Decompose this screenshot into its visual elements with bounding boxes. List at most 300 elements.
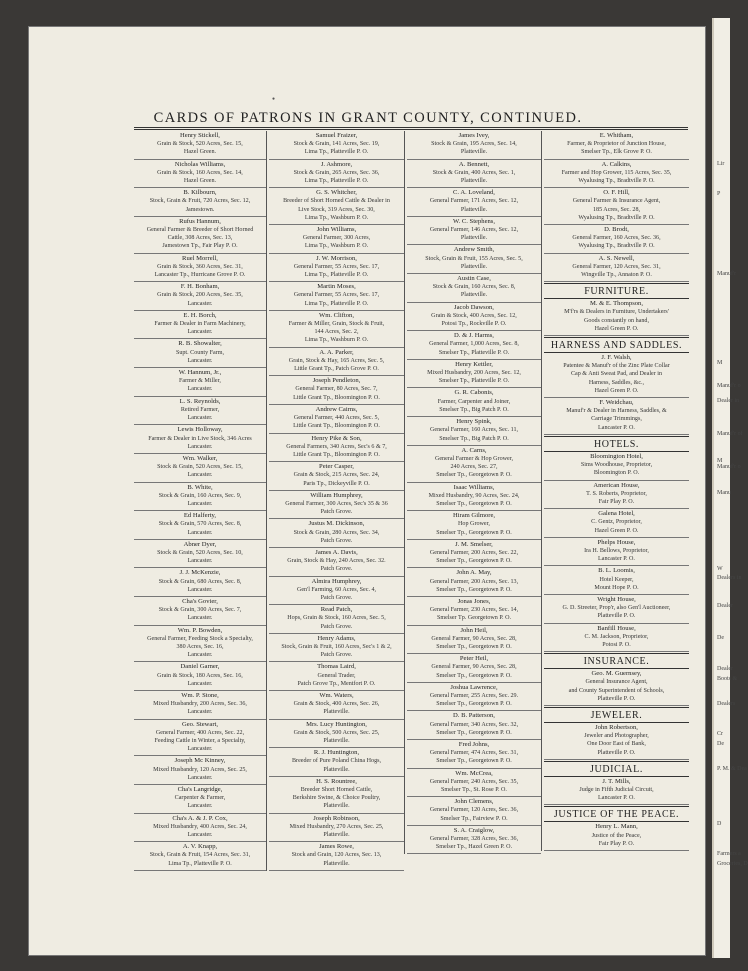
patron-detail-line: Wyalusing Tp., Bradtville P. O.: [578, 243, 655, 250]
patron-detail-line: Patentee & Manuf'r of the Zinc Plate Collar: [563, 363, 670, 370]
patron-detail-line: General Farmer, 200 Acres, Sec. 13,: [429, 578, 519, 585]
patron-detail-line: Smelser Tp., St. Rose P. O.: [441, 787, 507, 794]
patron-detail-line: G. D. Streeter, Prop'r, also Gen'l Auctioneer,: [562, 605, 671, 612]
patron-name: William Humphrey,: [310, 491, 363, 499]
patron-detail-line: Stock & Grain, 195 Acres, Sec. 14,: [431, 141, 517, 148]
patron-card: [407, 360, 541, 389]
patron-name: Nicholas Williams,: [174, 160, 226, 168]
patron-card: [134, 814, 266, 843]
patron-detail-line: Smelser Tp., Georgetown P. O.: [436, 729, 512, 736]
patron-detail-line: Lima Tp., Platteville P. O.: [304, 272, 369, 279]
patron-detail-line: Little Grant Tp., Bloomington P. O.: [293, 423, 380, 430]
patron-detail-line: Smelser Tp., Fairview P. O.: [440, 815, 508, 822]
patron-card: [134, 160, 266, 189]
patron-detail-line: Manuf'r & Dealer in Harness, Saddles, &: [566, 408, 667, 415]
patron-card: [269, 491, 404, 520]
patron-detail-line: Hazel Green.: [183, 149, 217, 156]
patron-detail-line: Grain, Stock & Hay, 240 Acres, Sec. 32.: [287, 558, 386, 565]
patron-name: D. Brodt,: [604, 226, 629, 234]
patron-card: [407, 446, 541, 483]
patron-card: [269, 691, 404, 720]
patron-detail-line: General Farmer, 171 Acres, Sec. 12,: [429, 198, 519, 205]
patron-card: [269, 548, 404, 577]
patron-detail-line: Stock & Grain, 160 Acres, Sec. 9,: [158, 492, 242, 499]
patron-detail-line: Wyalusing Tp., Bradtville P. O.: [578, 178, 655, 185]
section-heading: HOTELS.: [544, 436, 689, 452]
patron-detail-line: Potosi P. O.: [602, 641, 631, 648]
patron-detail-line: Grain & Stock, 520 Acres, Sec. 15,: [157, 141, 243, 148]
column-3: [404, 131, 541, 854]
patron-card: [407, 160, 541, 189]
patron-name: Henry Spink,: [456, 418, 492, 426]
patron-name: Bloomington Hotel,: [590, 452, 643, 460]
patron-card: [407, 826, 541, 855]
patron-detail-line: Grain & Stock, 400 Acres, Sec. 26,: [293, 701, 380, 708]
patron-card: [269, 434, 404, 463]
patron-detail-line: Stock & Grain, 400 Acres, Sec. 1,: [432, 169, 516, 176]
patron-card: [269, 720, 404, 749]
adjacent-page-text: Dealers: [717, 701, 736, 707]
patron-detail-line: Breeder of Pure Poland China Hogs,: [291, 758, 382, 765]
patron-detail-line: Berkshire Swine, & Choice Poultry,: [292, 795, 381, 802]
patron-card: [269, 348, 404, 377]
patron-detail-line: Mixed Husbandry, 400 Acres, Sec. 24,: [153, 823, 247, 830]
patron-detail-line: Supt. County Farm,: [175, 349, 225, 356]
patron-detail-line: Lancaster.: [187, 586, 213, 593]
patron-card: [134, 842, 266, 871]
patron-name: B. Kilbourn,: [183, 189, 217, 197]
patron-name: Wm. Clifton,: [319, 311, 354, 319]
patron-name: Joseph Robinson,: [313, 814, 360, 822]
patron-name: H. S. Rountree,: [316, 777, 357, 785]
patron-detail-line: Stock, Grain & Fruit, 154 Acres, Sec. 31,: [149, 852, 251, 859]
patron-detail-line: Stock & Grain, 300 Acres, Sec. 7,: [158, 607, 242, 614]
patron-detail-line: Lancaster P. O.: [598, 424, 635, 431]
patron-detail-line: Lancaster.: [187, 386, 213, 393]
patron-detail-line: General Farmer & Breeder of Short Horned: [146, 227, 254, 234]
patron-name: G. R. Cabonis,: [454, 389, 494, 397]
patron-detail-line: Gen'l Farming, 60 Acres, Sec. 4,: [296, 586, 377, 593]
patron-detail-line: Lancaster.: [187, 529, 213, 536]
patron-card: [544, 131, 689, 160]
page-ornament: ●: [272, 97, 276, 102]
patron-card: [407, 483, 541, 512]
patron-detail-line: Potosi Tp., Rockville P. O.: [441, 321, 507, 328]
patron-name: Martin Moses,: [317, 283, 356, 291]
patron-detail-line: General Farmer, 90 Acres, Sec. 28,: [431, 635, 517, 642]
patron-detail-line: Wingville Tp., Annaton P. O.: [581, 272, 652, 279]
patron-detail-line: C. Gentz, Proprietor,: [591, 519, 642, 526]
patron-detail-line: Lancaster Tp., Hurricane Grove P. O.: [154, 272, 246, 279]
patron-name: Galena Hotel,: [598, 510, 635, 518]
patron-card: [134, 311, 266, 340]
patron-detail-line: Wyalusing Tp., Bradtville P. O.: [578, 214, 655, 221]
patron-card: [134, 720, 266, 757]
patron-name: Henry Pike & Son,: [311, 434, 362, 442]
patron-card: [407, 626, 541, 655]
patron-card: [269, 376, 404, 405]
patron-detail-line: Harness, Saddles, &c.,: [588, 379, 645, 386]
patron-detail-line: Mixed Husbandry, 200 Acres, Sec. 12,: [427, 370, 521, 377]
patron-detail-line: Platteville.: [460, 292, 488, 299]
patron-card: [134, 254, 266, 283]
patron-card: [269, 131, 404, 160]
patron-detail-line: Grain & Stock, 215 Acres, Sec. 24,: [293, 472, 380, 479]
patron-name: Read Patch,: [320, 606, 353, 614]
patron-card: [407, 683, 541, 712]
patron-card: [269, 160, 404, 189]
patron-detail-line: 240 Acres, Sec. 27,: [450, 464, 498, 471]
patron-name: J. M. Smelser,: [455, 540, 493, 548]
patron-card: [269, 777, 404, 814]
patron-detail-line: Jeweler and Photographer,: [584, 733, 649, 740]
patron-detail-line: T. S. Roberts, Proprietor,: [586, 490, 647, 497]
patron-detail-line: Smelser Tp., Georgetown P. O.: [436, 643, 512, 650]
patron-card: [544, 566, 689, 595]
patron-detail-line: Little Grant Tp., Patch Grove P. O.: [294, 366, 379, 373]
patron-detail-line: Farmer, & Proprietor of Junction House,: [567, 141, 666, 148]
patron-card: [407, 131, 541, 160]
adjacent-page-text: Manu: [717, 490, 731, 496]
patron-card: [407, 597, 541, 626]
patron-name: Jonas Jones,: [457, 597, 491, 605]
patron-name: Henry Kettler,: [455, 360, 493, 368]
patron-detail-line: Lancaster.: [187, 329, 213, 336]
patron-name: Cha's Langridge,: [177, 786, 223, 794]
patron-name: John Clemens,: [454, 798, 494, 806]
patron-detail-line: and County Superintendent of Schools,: [568, 687, 665, 694]
patron-card: [269, 662, 404, 691]
patron-name: James Ivey,: [458, 132, 490, 139]
patron-detail-line: Farmer & Dealer in Farm Machinery,: [154, 321, 246, 328]
adjacent-page-text: Groceries, D: [717, 861, 748, 867]
patron-name: Lewis Holloway,: [177, 426, 223, 434]
section-heading: HARNESS AND SADDLES.: [544, 337, 689, 353]
patron-name: M. & E. Thompson,: [590, 300, 643, 308]
patron-name: A. S. Newell,: [598, 254, 635, 262]
patron-name: Daniel Garner,: [180, 663, 220, 671]
patron-detail-line: Smelser Tp., Platteville P. O.: [438, 349, 510, 356]
patron-detail-line: General Farmer, 80 Acres, Sec. 7,: [295, 386, 378, 393]
patron-name: Wm. P. Stone,: [181, 691, 219, 699]
patron-card: [269, 188, 404, 225]
patron-detail-line: Lima Tp., Platteville P. O.: [168, 860, 232, 867]
patron-detail-line: Fair Play P. O.: [598, 840, 635, 847]
patron-detail-line: Patch Grove.: [320, 566, 353, 573]
patron-card: [134, 217, 266, 254]
patron-detail-line: Patch Grove.: [320, 537, 353, 544]
patron-detail-line: General Farmer, 400 Acres, Sec. 22,: [155, 729, 245, 736]
patron-card: [269, 225, 404, 254]
patron-name: Geo. M. Guernsey,: [591, 670, 642, 678]
patron-card: [544, 669, 689, 706]
patron-name: Abner Dyer,: [183, 540, 217, 548]
patron-card: [269, 254, 404, 283]
patron-card: [134, 425, 266, 454]
patron-detail-line: Stock & Grain, 141 Acres, Sec. 19,: [293, 141, 380, 148]
patron-name: Henry Stickell,: [180, 132, 220, 139]
header-rule: [134, 127, 688, 130]
patron-detail-line: General Farmer, 55 Acres, Sec. 17,: [293, 292, 380, 299]
patron-name: F. Weidchau,: [599, 399, 634, 407]
patron-detail-line: Smelser Tp., Georgetown P. O.: [436, 758, 512, 765]
section-heading: FURNITURE.: [544, 283, 689, 299]
patron-detail-line: Stock & Grain, 160 Acres, Sec. 8,: [432, 284, 516, 291]
adjacent-page-text: De: [717, 741, 724, 747]
patron-detail-line: Lancaster.: [187, 300, 213, 307]
patron-detail-line: Lima Tp., Washburn P. O.: [304, 337, 369, 344]
patron-detail-line: Hazel Green P. O.: [594, 387, 639, 394]
patron-detail-line: Patch Grove.: [320, 594, 353, 601]
adjacent-page-text: Cr: [717, 731, 723, 737]
patron-detail-line: Lancaster.: [187, 803, 213, 810]
patron-name: Almira Humphrey,: [311, 577, 362, 585]
patron-name: Joseph Pendleton,: [312, 377, 361, 385]
patron-detail-line: Stock & Grain, 265 Acres, Sec. 36,: [293, 169, 380, 176]
patron-detail-line: Smelser Tp., Georgetown P. O.: [436, 500, 512, 507]
patron-name: Joshua Lawrence,: [450, 683, 498, 691]
adjacent-page-text: Manuf'r of: [717, 431, 743, 437]
patron-detail-line: Lima Tp., Washburn P. O.: [304, 243, 369, 250]
patron-name: John Heil,: [460, 626, 488, 634]
patron-detail-line: General Farmer & Hop Grower,: [434, 455, 514, 462]
patron-name: C. A. Loveland,: [453, 189, 495, 197]
patron-name: Wm. Waters,: [319, 691, 354, 699]
adjacent-page-text: Farmers a: [717, 851, 741, 857]
patron-detail-line: Smelser Tp., Big Patch P. O.: [439, 406, 509, 413]
patron-detail-line: Mixed Husbandry, 270 Acres, Sec. 25,: [289, 823, 384, 830]
patron-detail-line: Lima Tp., Platteville P. O.: [304, 300, 369, 307]
adjacent-page-text: P: [717, 191, 721, 197]
patron-name: Wm. McCrea,: [455, 769, 493, 777]
adjacent-page-text: Boots &: [717, 676, 738, 682]
patron-card: [544, 723, 689, 760]
patron-detail-line: Goods constantly on hand,: [584, 317, 649, 324]
patron-card: [269, 634, 404, 663]
patron-detail-line: Hotel Keeper,: [599, 576, 634, 583]
patron-detail-line: General Farmer, 160 Acres, Sec. 11,: [429, 427, 519, 434]
section-heading: JEWELER.: [544, 707, 689, 723]
patron-card: [134, 785, 266, 814]
patron-detail-line: Platteville.: [460, 235, 488, 242]
patron-detail-line: Lancaster.: [187, 558, 213, 565]
adjacent-page-text: Dealers in: [717, 575, 742, 581]
patron-card: [269, 842, 404, 871]
patron-name: Hiram Gilmore,: [452, 512, 496, 520]
patron-detail-line: Platteville P. O.: [597, 613, 636, 620]
patron-detail-line: Platteville P. O.: [597, 695, 636, 702]
patron-card: [407, 540, 541, 569]
patron-detail-line: Mixed Husbandry, 200 Acres, Sec. 36,: [153, 701, 247, 708]
patron-detail-line: Carriage Trimmings,: [591, 416, 642, 423]
patron-card: [134, 756, 266, 785]
patron-detail-line: Platteville.: [323, 738, 350, 744]
patron-detail-line: Breeder of Short Horned Cattle & Dealer in: [283, 198, 390, 205]
patron-name: F. H. Bonham,: [180, 283, 220, 291]
patron-detail-line: Smelser Tp., Elk Grove P. O.: [581, 149, 652, 156]
patron-card: [544, 353, 689, 398]
patron-name: Samuel Fraizer,: [315, 132, 358, 139]
patron-detail-line: Platteville.: [323, 860, 350, 867]
patron-name: John Robertson,: [595, 723, 638, 731]
patron-detail-line: Grain & Stock, 160 Acres, Sec. 14,: [157, 169, 243, 176]
column-4: [541, 131, 689, 851]
patron-detail-line: Platteville.: [460, 178, 488, 185]
patron-detail-line: Cap & Anti Sweat Pad, and Dealer in: [570, 371, 663, 378]
patron-card: [134, 691, 266, 720]
patron-card: [269, 462, 404, 491]
patron-detail-line: Ira H. Bellows, Proprietor,: [584, 547, 649, 554]
patron-name: Ruel Morrell,: [182, 254, 218, 262]
patron-card: [407, 769, 541, 798]
adjacent-page-text: Dealer: [717, 603, 733, 609]
patron-detail-line: Stock, Grain & Fruit, 160 Acres, Sec's 1 & 2,: [281, 643, 392, 650]
patron-card: [544, 509, 689, 538]
patron-detail-line: Judge in Fifth Judicial Circuit,: [579, 786, 654, 793]
patron-card: [407, 568, 541, 597]
adjacent-page-text: Manuf'r o: [717, 464, 741, 470]
patron-name: Joseph Mc Kinney,: [174, 757, 226, 765]
patron-detail-line: Smelser Tp. Georgetown P. O.: [436, 615, 512, 622]
patron-name: R. J. Huntington,: [313, 749, 360, 757]
patron-name: Ed Halferty,: [183, 512, 217, 520]
patron-detail-line: General Farmer, 230 Acres, Sec. 14,: [429, 607, 519, 614]
patron-name: Thomas Laird,: [317, 663, 356, 671]
patron-name: Rufus Hannum,: [179, 217, 221, 225]
patron-name: B. White,: [187, 483, 213, 491]
patron-detail-line: Mixed Husbandry, 90 Acres, Sec. 24,: [428, 492, 520, 499]
patron-detail-line: Lima Tp., Platteville P. O.: [304, 178, 369, 185]
patron-detail-line: Smelser Tp., Hazel Green P. O.: [435, 844, 513, 851]
patron-detail-line: Mount Hope P. O.: [594, 584, 639, 591]
patron-card: [544, 538, 689, 567]
patron-detail-line: Lima Tp., Washburn P. O.: [304, 214, 369, 221]
patron-detail-line: General Farmer, 146 Acres, Sec. 12,: [429, 227, 519, 234]
patron-detail-line: Lancaster P. O.: [598, 556, 635, 563]
patron-detail-line: Grain & Stock, 180 Acres, Sec. 16,: [157, 672, 243, 679]
patron-name: Wm. P. Bowden,: [177, 626, 223, 634]
patron-name: J. T. Mills,: [602, 777, 631, 785]
patron-detail-line: Patch Grove Tp., Mentfort P. O.: [297, 680, 376, 687]
patron-card: [269, 814, 404, 843]
patron-detail-line: Jamestown.: [185, 206, 215, 213]
patron-name: Fred Johns,: [458, 741, 490, 748]
adjacent-page-text: Manuf'r o: [717, 383, 741, 389]
patron-detail-line: Platteville.: [460, 206, 488, 213]
column-entries: [266, 131, 404, 871]
patron-card: [407, 511, 541, 540]
adjacent-page-text: M: [717, 360, 723, 366]
patron-card: [407, 711, 541, 740]
patron-detail-line: Lancaster.: [187, 472, 213, 479]
patron-name: A. Carns,: [461, 446, 487, 454]
patron-card: [269, 519, 404, 548]
patron-card: [269, 748, 404, 777]
patron-detail-line: Lancaster.: [187, 652, 213, 659]
patron-name: Phelps House,: [597, 538, 636, 546]
patron-detail-line: General Farmer, 328 Acres, Sec. 36,: [429, 836, 519, 843]
patron-name: E. Whitham,: [599, 132, 634, 139]
patron-detail-line: Lancaster.: [187, 357, 213, 364]
patron-detail-line: General Farmers, 340 Acres, Sec's 6 & 7,: [286, 443, 387, 450]
patron-detail-line: Patch Grove.: [320, 652, 353, 659]
patron-detail-line: M'f'rs & Dealers in Furniture, Undertakers': [564, 309, 669, 316]
column-entries: [404, 131, 541, 854]
patron-card: [407, 740, 541, 769]
patron-name: Geo. Stewart,: [181, 720, 219, 728]
patron-card: [269, 282, 404, 311]
patron-name: D. & J. Harms,: [454, 332, 494, 340]
patron-card: [407, 388, 541, 417]
patron-card: [269, 577, 404, 606]
patron-detail-line: Grain & Stock, 400 Acres, Sec. 12,: [431, 312, 517, 319]
patron-detail-line: Platteville.: [323, 766, 350, 773]
patron-detail-line: Lancaster.: [187, 709, 213, 716]
patron-detail-line: Smelser Tp., Georgetown P. O.: [436, 472, 512, 479]
section-heading: JUSTICE OF THE PEACE.: [544, 806, 689, 822]
patron-name: Henry L. Mann,: [595, 823, 638, 831]
patron-detail-line: Justice of the Peace,: [591, 832, 642, 839]
patron-name: Austin Case,: [457, 275, 491, 283]
patron-detail-line: Smelser Tp., Platteville P. O.: [438, 378, 510, 385]
patron-name: Cha's A. & J. P. Cox,: [172, 814, 228, 822]
patron-detail-line: Smelser Tp., Georgetown P. O.: [436, 672, 512, 679]
patron-name: Wright House,: [597, 595, 636, 603]
patron-detail-line: Smelser Tp., Georgetown P. O.: [436, 586, 512, 593]
patron-card: [134, 368, 266, 397]
patron-detail-line: General Farmer, 200 Acres, Sec. 22,: [429, 549, 519, 556]
patron-detail-line: General Farmer, 120 Acres, Sec. 36,: [429, 807, 519, 814]
patron-detail-line: Platteville.: [460, 263, 488, 270]
patron-card: [407, 274, 541, 303]
patron-card: [134, 540, 266, 569]
adjacent-page-text: Dealer: [717, 666, 733, 672]
column-entries: [541, 131, 689, 851]
patron-detail-line: Hops, Grain & Stock, 160 Acres, Sec. 5,: [287, 615, 386, 622]
patron-detail-line: Lancaster.: [187, 500, 213, 507]
patron-name: W. Hannum, Jr.,: [178, 369, 222, 377]
patron-detail-line: Farmer & Miller, Grain, Stock & Fruit,: [288, 321, 385, 328]
patron-detail-line: Lima Tp., Platteville P. O.: [304, 149, 369, 156]
patron-name: A. Calkins,: [601, 160, 632, 168]
page-title: CARDS OF PATRONS IN GRANT COUNTY, CONTINUED.: [153, 110, 583, 126]
column-2: [266, 131, 404, 871]
patron-name: O. F. Hill,: [603, 189, 630, 197]
patron-card: [134, 131, 266, 160]
patron-detail-line: General Farmer, 120 Acres, Sec. 31,: [572, 263, 661, 270]
patron-card: [407, 245, 541, 274]
patron-name: A. V. Knapp,: [182, 843, 218, 851]
patron-name: James A. Davis,: [315, 548, 358, 556]
column-entries: [134, 131, 266, 871]
patron-name: Andrew Cairns,: [315, 405, 358, 413]
patron-detail-line: Breeder Short Horned Cattle,: [300, 787, 373, 794]
patron-detail-line: Stock & Grain, 570 Acres, Sec. 8,: [158, 521, 242, 528]
patron-card: [544, 777, 689, 806]
patron-card: [407, 303, 541, 332]
patron-detail-line: Hop Grower,: [458, 521, 490, 528]
patron-name: American House,: [593, 481, 640, 489]
patron-card: [134, 454, 266, 483]
patron-detail-line: Little Grant Tp., Bloomington P. O.: [293, 451, 380, 458]
patron-card: [544, 822, 689, 851]
patron-card: [134, 282, 266, 311]
patron-detail-line: Patch Grove.: [320, 509, 353, 516]
adjacent-page-text: De: [717, 635, 724, 641]
patron-name: A. Bennett,: [458, 160, 490, 168]
adjacent-page-text: M: [717, 458, 723, 464]
patron-card: [544, 299, 689, 336]
